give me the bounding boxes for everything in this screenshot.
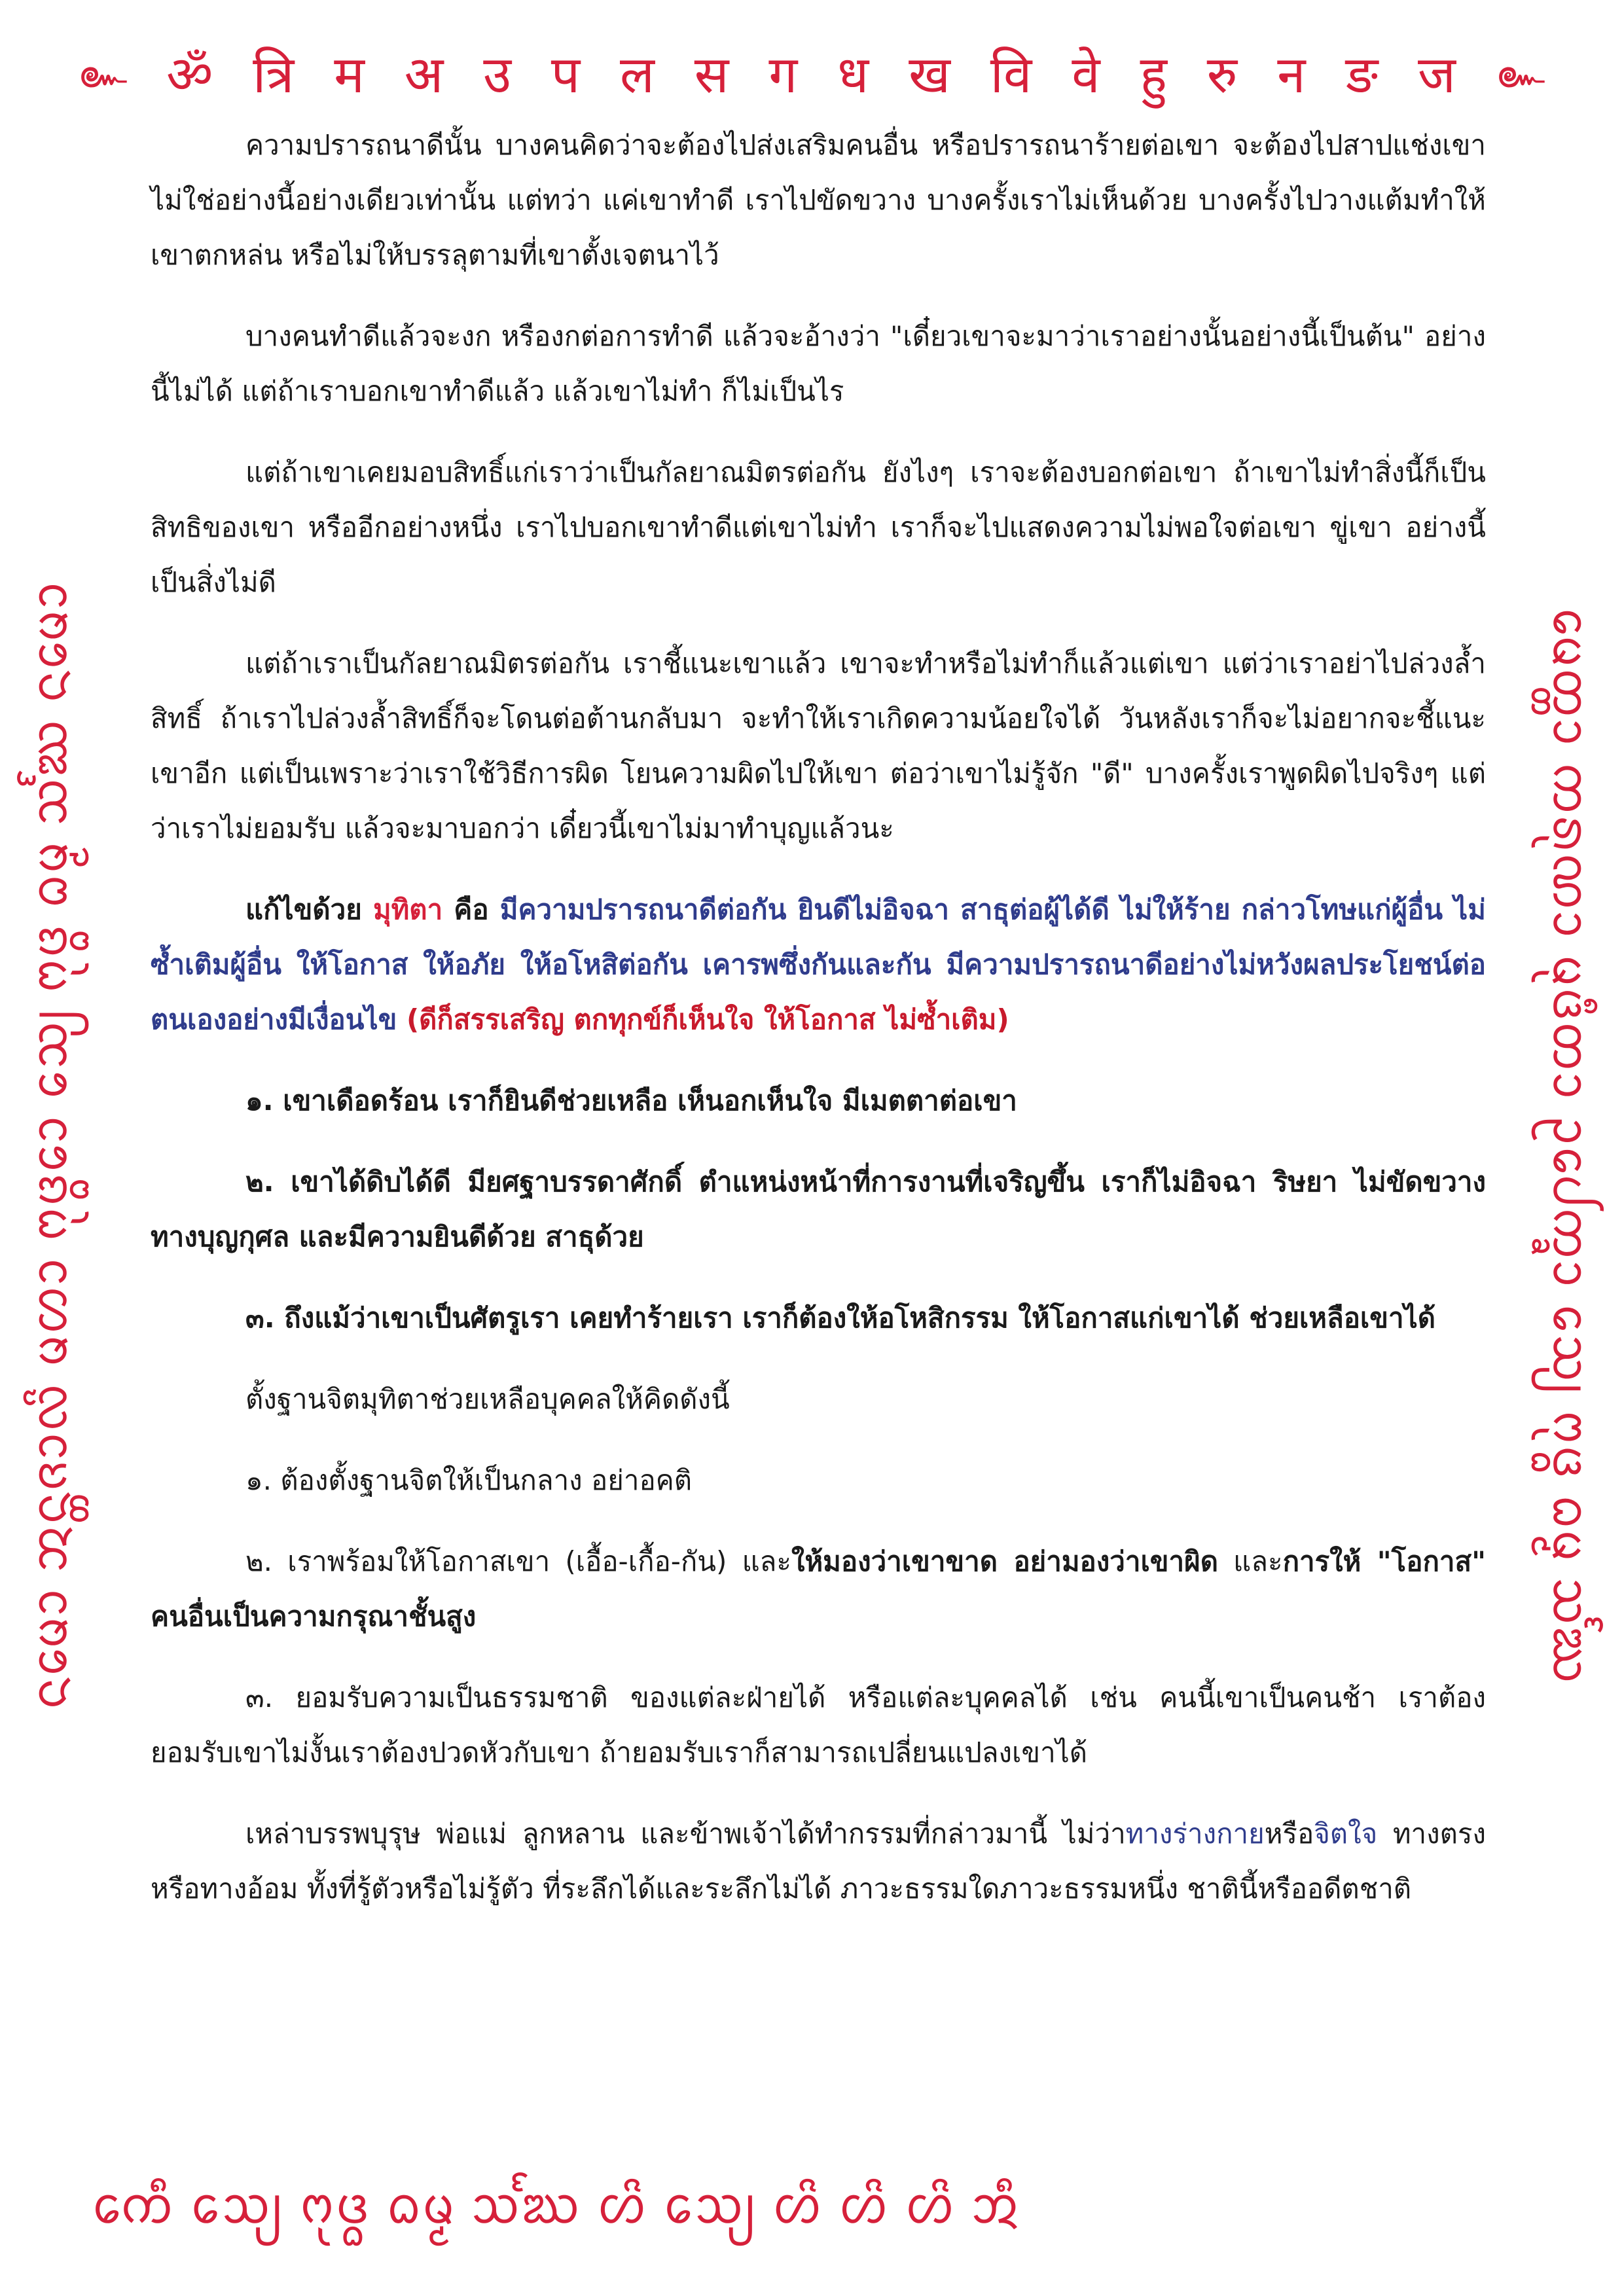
syllable: ख [909,46,952,105]
mindset-intro: ตั้งฐานจิตมุทิตาช่วยเหลือบุคคลให้คิดดังนี้ [245,1383,730,1415]
syllable: हु [1140,46,1168,105]
sanskrit-syllable-row [127,38,1496,107]
left-border-band [13,131,92,2160]
syllable: ल [620,46,656,105]
ancestors-a: เหล่าบรรพบุรุษ พ่อแม่ ลูกหลาน และข้าพเจ้าได้ทำกรรมที่กล่าวมานี้ ไม่ว่า [245,1818,1126,1850]
mudita-point-3: ๓. ถึงแม้ว่าเขาเป็นศัตรูเรา เคยทำร้ายเรา เราก็ต้องให้อโหสิกรรม ให้โอกาสแก่เขาได้ ช่วยเหลือเขาได้ [245,1302,1435,1334]
mindset-point-2-c: และ [1218,1545,1283,1577]
mindset-point-1: ๑. ต้องตั้งฐานจิตให้เป็นกลาง อย่าอคติ [245,1464,693,1496]
mindset-point-2-d: การให้ "โอกาส" คนอื่นเป็นความกรุณาชั้นสูง [151,1545,1486,1632]
syllable: ग [768,46,799,105]
right-border-script: ᨾᩮᨲ᩠ᨲᩣ ᨠᩁᩩᨱᩣ ᨾᩩᨴᩥᨲᩣ ᩏᨸᩮᨠ᩠ᨡᩣ ᩈᩮ᩠ᨿ ᨻᩩᨴ᩠ᨵ ᨵᨾ᩠ᨾ ᩈᩘᨥ [1542,607,1601,1684]
ancestors-c: หรือ [1264,1818,1314,1850]
ancestors-body-term: ทางร่างกาย [1125,1818,1265,1850]
ancestors-e: ทางตรงหรือทางอ้อม ทั้งที่รู้ตัวหรือไม่รู้ตัว ที่ระลึกได้และระลึกไม่ได้ ภาวะธรรมใดภาวะธรรมหนึ่ง ชาตินี้หรืออดีตชาติ [151,1818,1486,1905]
mindset-point-2 [151,1534,1486,1644]
syllable: म [334,46,366,105]
top-border-band [79,24,1545,122]
syllable: ध [837,46,871,105]
syllable: ॐ [166,46,215,105]
mudita-definition [151,882,1486,1047]
left-border-script: ᨶᨾᩮᩣ ᩋᨶ᩠ᨲᨩᩣᩃᩦ ᨾᩉᩣ ᨻᩩᨴ᩠ᨵᩮᩣ ᩈᩮ᩠ᨿ ᨻᩩᨴ᩠ᨵ ᨵᨾ᩠ᨾ ᩈᩘᨥ ᨶᨾᩮᩣ [19,581,78,1710]
paragraph-3: แต่ถ้าเขาเคยมอบสิทธิ์แก่เราว่าเป็นกัลยาณมิตรต่อกัน ยังไงๆ เราจะต้องบอกต่อเขา ถ้าเขาไม่ทำสิ่งนี้ก็เป็นสิทธิของเขา หรืออีกอย่างหนึ่ง เราไปบอกเขาทำดีแต่เขาไม่ทำ เราก็จะไปแสดงความไม่พอใจต่อเขา ขู่เขา อย่างนี้เป็นสิ่งไม่ดี [151,456,1486,598]
syllable: ज [1418,46,1457,105]
syllable: स [694,46,731,105]
mudita-is: คือ [442,893,500,925]
right-ornament-icon: ๛ [1496,49,1545,98]
document-body [151,118,1486,1943]
paragraph-4: แต่ถ้าเราเป็นกัลยาณมิตรต่อกัน เราชี้แนะเขาแล้ว เขาจะทำหรือไม่ทำก็แล้วแต่เขา แต่ว่าเราอย่าไปล่วงล้ำสิทธิ์ ถ้าเราไปล่วงล้ำสิทธิ์ก็จะโดนต่อต้านกลับมา จะทำให้เราเกิดความน้อยใจได้ วันหลังเราก็จะไม่อยากจะชี้แนะเขาอีก แต่เป็นเพราะว่าเราใช้วิธีการผิด โยนความผิดไปให้เขา ต่อว่าเขาไม่รู้จัก "ดี" บางครั้งเราพูดผิดไปจริงๆ แต่ว่าเราไม่ยอมรับ แล้วจะมาบอกว่า เดี๋ยวนี้เขาไม่มาทำบุญแล้วนะ [151,647,1486,844]
mindset-point-3: ๓. ยอมรับความเป็นธรรมชาติ ของแต่ละฝ่ายได้ หรือแต่ละบุคคลได้ เช่น คนนี้เขาเป็นคนช้า เราต้องยอมรับเขาไม่งั้นเราต้องปวดหัวกับเขา ถ้ายอมรับเราก็สามารถเปลี่ยนแปลงเขาได้ [151,1681,1486,1768]
syllable: ङ [1345,46,1380,105]
ancestors-paragraph [151,1806,1486,1916]
syllable: अ [404,46,445,105]
syllable: उ [483,46,513,105]
bottom-border-band [92,2163,1532,2255]
mudita-point-1: ๑. เขาเดือดร้อน เราก็ยินดีช่วยเหลือ เห็นอกเห็นใจ มีเมตตาต่อเขา [245,1085,1017,1117]
syllable: वे [1072,46,1102,105]
mindset-point-2-b: ให้มองว่าเขาขาด อย่ามองว่าเขาผิด [791,1545,1218,1577]
mudita-summary: (ดีก็สรรเสริญ ตกทุกข์ก็เห็นใจ ให้โอกาส ไม่ซ้ำเติม) [397,1003,1009,1035]
left-ornament-icon: ๛ [79,49,128,98]
mudita-term: มุทิตา [372,893,443,925]
ancestors-mind-term: จิตใจ [1314,1818,1378,1850]
syllable: न [1277,46,1307,105]
right-border-band [1528,131,1607,2160]
syllable: प [550,46,582,105]
bottom-border-script: ᨠᩮᩥ ᩈᩮ᩠ᨿ ᨻᩩᨴ᩠ᨵ ᨵᨾ᩠ᨾ ᩈᩘᨥ ᩉᩦ ᩈᩮ᩠ᨿ ᩉᩦ ᩉᩦ ᩉᩦ ᩋᩥ [92,2176,1020,2235]
mudita-meaning: มีความปรารถนาดีต่อกัน ยินดีไม่อิจฉา สาธุต่อผู้ได้ดี ไม่ให้ร้าย กล่าวโทษแก่ผู้อื่น ไม่ซ้ำเติมผู้อื่น ให้โอกาส ให้อภัย ให้อโหสิต่อกัน เคารพซึ่งกันและกัน มีความปรารถนาดีอย่างไม่หวังผลประโยชน์ต่อตนเองอย่างมีเงื่อนไข [151,893,1486,1035]
mudita-point-2: ๒. เขาได้ดิบได้ดี มียศฐาบรรดาศักดิ์ ตำแหน่งหน้าที่การงานที่เจริญขึ้น เราก็ไม่อิจฉา ริษยา ไม่ขัดขวางทางบุญกุศล และมีความยินดีด้วย สาธุด้วย [151,1166,1486,1253]
mindset-point-2-a: ๒. เราพร้อมให้โอกาสเขา (เอื้อ-เกื้อ-กัน) และ [245,1545,791,1577]
syllable: रु [1206,46,1239,105]
paragraph-2: บางคนทำดีแล้วจะงก หรืองกต่อการทำดี แล้วจะอ้างว่า "เดี๋ยวเขาจะมาว่าเราอย่างนั้นอย่างนี้เป็นต้น" อย่างนี้ไม่ได้ แต่ถ้าเราบอกเขาทำดีแล้ว แล้วเขาไม่ทำ ก็ไม่เป็นไร [151,320,1486,407]
mudita-lead: แก้ไขด้วย [245,893,373,925]
syllable: वि [990,46,1034,105]
paragraph-1: ความปรารถนาดีนั้น บางคนคิดว่าจะต้องไปส่งเสริมคนอื่น หรือปรารถนาร้ายต่อเขา จะต้องไปสาปแช่งเขา ไม่ใช่อย่างนี้อย่างเดียวเท่านั้น แต่ทว่า แค่เขาทำดี เราไปขัดขวาง บางครั้งเราไม่เห็นด้วย บางครั้งไปวางแต้มทำให้เขาตกหล่น หรือไม่ให้บรรลุตามที่เขาตั้งเจตนาไว้ [151,129,1486,271]
syllable: त्रि [253,46,296,105]
